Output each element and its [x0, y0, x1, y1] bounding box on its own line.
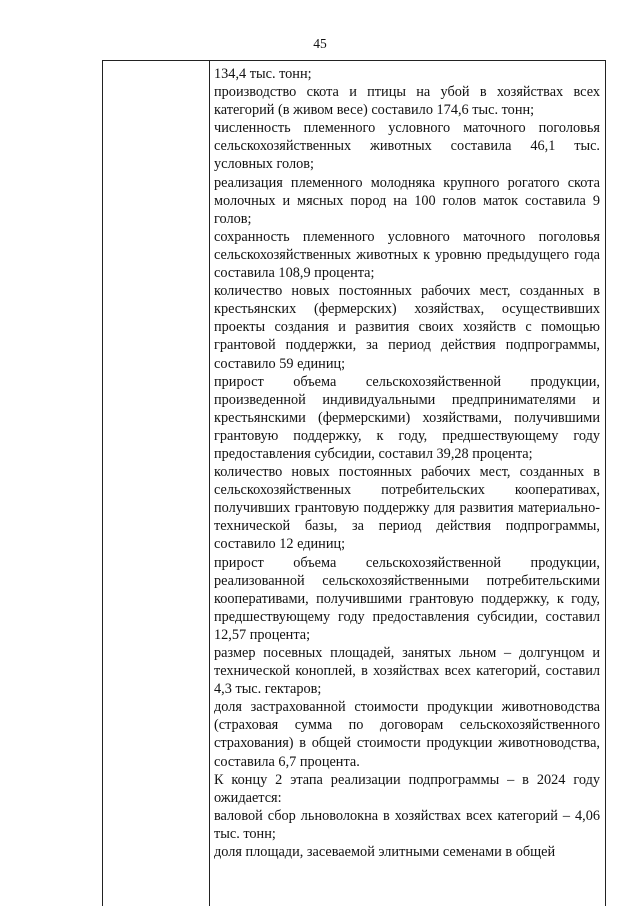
paragraph: численность племенного условного маточного поголовья сельскохозяйственных животных составила 46,1 тыс. условных голов;: [214, 120, 600, 173]
paragraph: прирост объема сельскохозяйственной продукции, реализованной сельскохозяйственными потребительскими кооперативами, получившими грантовую поддержку, к году, предшествующему году предоставления субсидии, составил 12,57 процента;: [214, 554, 600, 643]
table-text-cell: [214, 65, 600, 861]
paragraph: валовой сбор льноволокна в хозяйствах всех категорий – 4,06 тыс. тонн;: [214, 807, 600, 842]
table-border-right: [605, 61, 606, 906]
paragraph: К концу 2 этапа реализации подпрограммы – в 2024 году ожидается:: [214, 771, 600, 806]
page-number: 45: [313, 36, 327, 51]
paragraph: производство скота и птицы на убой в хозяйствах всех категорий (в живом весе) составило 174,6 тыс. тонн;: [214, 84, 600, 119]
paragraph: количество новых постоянных рабочих мест, созданных в сельскохозяйственных потребительских кооперативах, получивших грантовую поддержку для развития материально-технической базы, за период действия подпрограммы, составило 12 единиц;: [214, 464, 600, 553]
document-table: [102, 60, 606, 906]
paragraph: размер посевных площадей, занятых льном – долгунцом и технической коноплей, в хозяйствах всех категорий, составил 4,3 тыс. гектаров;: [214, 645, 600, 698]
paragraph: сохранность племенного условного маточного поголовья сельскохозяйственных животных к уровню предыдущего года составила 108,9 процента;: [214, 228, 600, 282]
paragraph: доля застрахованной стоимости продукции животноводства (страховая сумма по договорам сельскохозяйственного страхования) в общей стоимости продукции животноводства, составила 6,7 процента.: [214, 699, 600, 770]
table-border-left: [102, 61, 103, 906]
paragraph: 134,4 тыс. тонн;: [214, 66, 312, 82]
paragraph: количество новых постоянных рабочих мест, созданных в крестьянских (фермерских) хозяйствах, осуществивших проекты создания и развития своих хозяйств с помощью грантовой поддержки, за период действия подпрограммы, составило 59 единиц;: [214, 283, 600, 372]
paragraph: доля площади, засеваемой элитными семенами в общей: [214, 844, 556, 861]
paragraph: реализация племенного молодняка крупного рогатого скота молочных и мясных пород на 100 голов маток составила 9 голов;: [214, 174, 600, 227]
paragraph: прирост объема сельскохозяйственной продукции, произведенной индивидуальными предпринимателями и крестьянскими (фермерскими) хозяйствами, получившими грантовую поддержку, к году, предшествующему году предоставления субсидии, составил 39,28 процента;: [214, 373, 600, 462]
table-column-divider: [209, 61, 210, 906]
